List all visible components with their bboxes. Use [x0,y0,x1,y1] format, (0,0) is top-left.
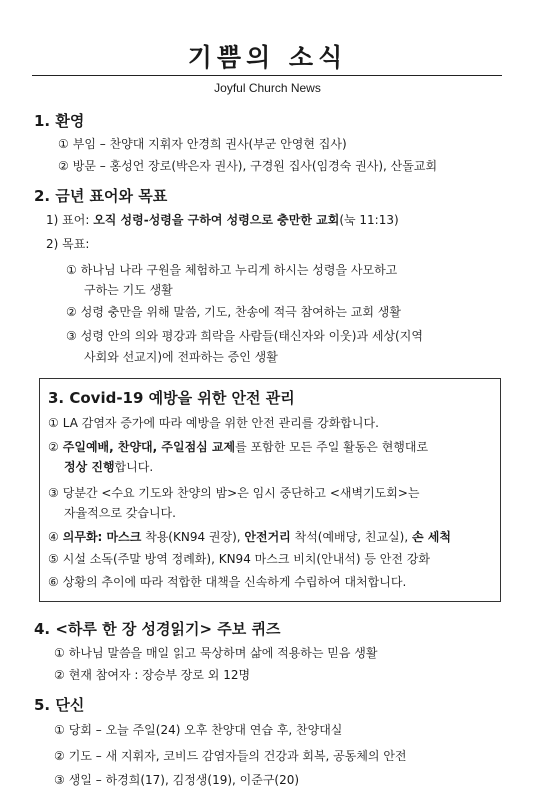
item-continuation: 구하는 기도 생활 [84,283,173,297]
covid-notice-box [39,378,501,602]
item-number: ④ [48,530,59,544]
item-text: 상황의 추이에 따라 적합한 대책을 신속하게 수립하여 대처합니다. [62,575,407,589]
item-number: ① [58,137,69,151]
item-number: ① [48,416,59,430]
item-text: 착석(예배당, 친교실), [290,530,412,544]
list-item [54,722,342,738]
list-item [66,262,397,278]
section-3-heading: 3. Covid-19 예방을 위한 안전 관리 [48,389,295,407]
item-number: ② [48,440,59,454]
motto-label: 1) 표어: [46,213,90,227]
item-number: ③ [54,773,65,787]
item-text: 성령 안의 의와 평강과 희락을 사람들(태신자와 이웃)과 세상(지역 [80,329,423,343]
item-text: 현재 참여자 : 장승부 장로 외 12명 [68,668,251,682]
item-text-bold: 손 세척 [411,530,451,544]
goal-label: 2) 목표: [46,237,90,251]
page-title: 기쁨의 소식 [187,43,348,72]
item-text: 기도 – 새 지휘자, 코비드 감염자들의 건강과 회복, 공동체의 안전 [68,749,407,763]
item-text-bold: 주일예배, 찬양대, 주일점심 교제 [62,440,236,454]
motto-reference: (눅 11:13) [339,213,399,227]
item-text: 하나님 말씀을 매일 읽고 묵상하며 삶에 적용하는 믿음 생활 [68,646,378,660]
motto-line [46,212,399,228]
item-number: ③ [66,329,77,343]
list-item [48,551,430,567]
item-text-bold: 의무화: 마스크 [62,530,142,544]
item-text: 시설 소독(주말 방역 정례화), KN94 마스크 비치(안내석) 등 안전 강화 [62,552,430,566]
item-number: ⑤ [48,552,59,566]
list-item [54,667,250,683]
item-number: ② [54,668,65,682]
item-number: ① [66,263,77,277]
list-item [48,415,379,431]
item-text: 를 포함한 모든 주일 활동은 현행대로 [235,440,429,454]
item-text: LA 감염자 증가에 따라 예방을 위한 안전 관리를 강화합니다. [62,416,379,430]
section-4-heading: 4. <하루 한 장 성경읽기> 주보 퀴즈 [34,620,281,638]
section-2-heading: 2. 금년 표어와 목표 [34,187,168,205]
list-item [48,574,406,590]
item-text: 하나님 나라 구원을 체험하고 누리게 하시는 성령을 사모하고 [80,263,398,277]
item-text: 합니다. [114,460,154,474]
item-number: ② [58,159,69,173]
list-item [48,485,420,501]
list-item [48,439,428,455]
list-item [54,748,407,764]
title-divider [32,75,502,76]
item-text: 당분간 <수요 기도와 찬양의 밤>은 임시 중단하고 <새벽기도회>는 [62,486,420,500]
item-text-bold: 안전거리 [244,530,291,544]
item-text: 방문 – 홍성언 장로(박은자 권사), 구경원 집사(임경숙 권사), 산돌교회 [72,159,438,173]
section-1-heading: 1. 환영 [34,112,85,130]
item-number: ⑥ [48,575,59,589]
list-item [54,645,378,661]
motto-text: 오직 성령-성령을 구하여 성령으로 충만한 교회 [93,213,340,227]
list-item [66,304,401,320]
list-item [58,158,437,174]
list-item [54,772,299,788]
item-number: ② [54,749,65,763]
item-continuation: 자율적으로 갖습니다. [64,506,176,520]
item-text: 성령 충만을 위해 말씀, 기도, 찬송에 적극 참여하는 교회 생활 [80,305,401,319]
item-number: ① [54,646,65,660]
item-continuation: 사회와 선교지)에 전파하는 증인 생활 [84,350,278,364]
section-5-heading: 5. 단신 [34,696,85,714]
item-text: 생일 – 하경희(17), 김정생(19), 이준구(20) [68,773,300,787]
item-text-bold: 정상 진행 [64,460,115,474]
item-number: ③ [48,486,59,500]
list-item [58,136,347,152]
page-subtitle: Joyful Church News [214,81,321,95]
list-item [48,529,451,545]
item-continuation [64,459,153,475]
item-text: 당회 – 오늘 주일(24) 오후 찬양대 연습 후, 찬양대실 [68,723,343,737]
item-number: ① [54,723,65,737]
item-text: 부임 – 찬양대 지휘자 안경희 권사(부군 안영현 집사) [72,137,347,151]
item-text: 착용(KN94 권장), [141,530,245,544]
list-item [66,328,423,344]
item-number: ② [66,305,77,319]
